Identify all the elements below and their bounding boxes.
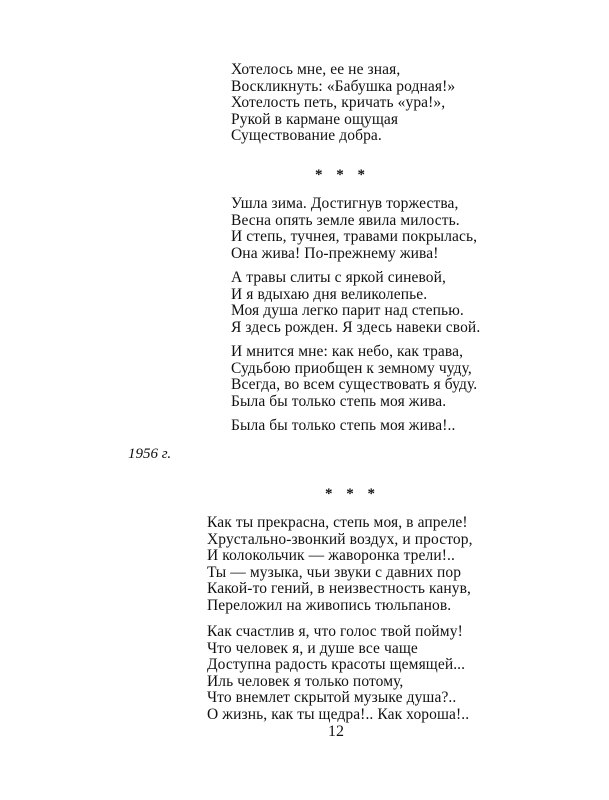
verse-line: А травы слиты с яркой синевой, bbox=[231, 269, 447, 286]
verse-line: И колокольчик — жаворонка трели!.. bbox=[207, 547, 455, 565]
verse-line: Переложил на живопись тюльпанов. bbox=[207, 596, 452, 614]
verse-line: Иль человек я только потому, bbox=[207, 672, 404, 690]
verse-line: Была бы только степь моя жива. bbox=[231, 392, 447, 410]
verse-line: Существование добра. bbox=[231, 127, 382, 145]
verse-line: Какой-то гений, в неизвестность канув, bbox=[207, 580, 471, 598]
verse-line: Хрустально-звонкий воздух, и простор, bbox=[207, 530, 473, 548]
verse-line: Ты — музыка, чьи звуки с давних пор bbox=[207, 563, 462, 581]
section-separator: * * * bbox=[315, 167, 370, 183]
poem2-stanza-3 bbox=[231, 344, 477, 410]
verse-line: О жизнь, как ты щедра!.. Как хороша!.. bbox=[207, 705, 470, 723]
verse-line: Что человек я, и душе все чаще bbox=[207, 639, 418, 657]
verse-line: Моя душа легко парит над степью. bbox=[231, 302, 464, 320]
verse-line: Я здесь рожден. Я здесь навеки свой. bbox=[231, 318, 481, 336]
verse-line: Ушла зима. Достигнув торжества, bbox=[231, 195, 459, 212]
poem2-final-line bbox=[231, 418, 455, 435]
verse-line: Что внемлет скрытой музыке душа?.. bbox=[207, 689, 457, 707]
verse-line: Хотелость петь, кричать «ура!», bbox=[231, 94, 446, 112]
verse-line: Была бы только степь моя жива!.. bbox=[231, 417, 456, 434]
verse-line: Весна опять земле явила милость. bbox=[231, 211, 460, 229]
poem3-stanza-2 bbox=[207, 624, 469, 724]
verse-line: И степь, тучнея, травами покрылась, bbox=[231, 228, 478, 246]
verse-line: И я вдыхаю дня великолепье. bbox=[231, 285, 428, 303]
verse-line: Судьбою приобщен к земному чуду, bbox=[231, 359, 472, 377]
poem-date: 1956 г. bbox=[128, 446, 172, 462]
poem3-stanza-1 bbox=[207, 515, 473, 615]
poem2-stanza-1 bbox=[231, 196, 477, 262]
verse-line: И мнится мне: как небо, как трава, bbox=[231, 343, 464, 360]
verse-line: Хотелось мне, ее не зная, bbox=[231, 61, 401, 78]
verse-line: Как ты прекрасна, степь моя, в апреле! bbox=[207, 514, 468, 531]
poem1-stanza bbox=[231, 62, 455, 145]
verse-line: Всегда, во всем существовать я буду. bbox=[231, 376, 478, 394]
verse-line: Воскликнуть: «Бабушка родная!» bbox=[231, 77, 456, 95]
page-number: 12 bbox=[328, 723, 344, 740]
verse-line: Рукой в кармане ощущая bbox=[231, 110, 399, 128]
verse-line: Как счастлив я, что голос твой пойму! bbox=[207, 623, 463, 640]
verse-line: Доступна радость красоты щемящей... bbox=[207, 656, 466, 674]
verse-line: Она жива! По-прежнему жива! bbox=[231, 244, 439, 262]
section-separator: * * * bbox=[325, 486, 380, 502]
poem2-stanza-2 bbox=[231, 270, 480, 336]
